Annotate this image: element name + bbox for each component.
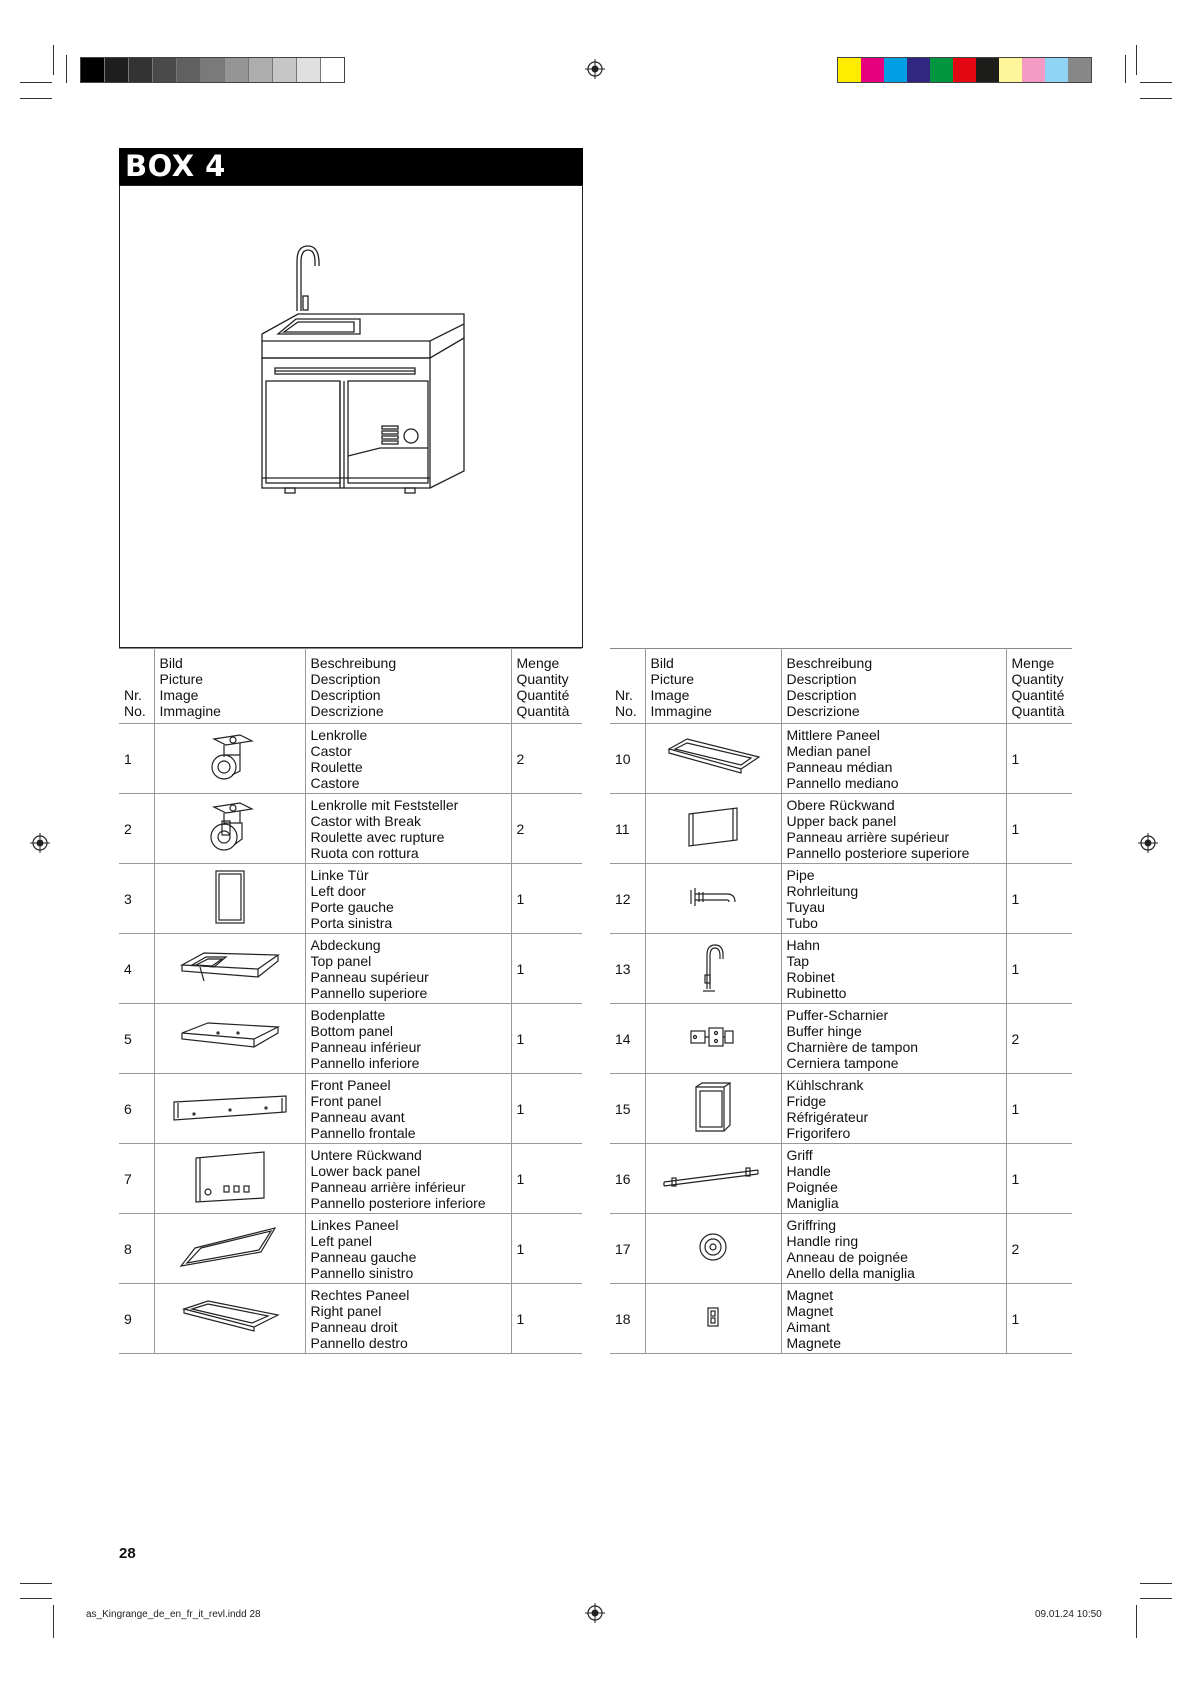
table-row bbox=[610, 1144, 1072, 1214]
magnet-icon bbox=[698, 1302, 728, 1332]
part-quantity: 2 bbox=[1011, 1030, 1020, 1047]
table-row bbox=[610, 1214, 1072, 1284]
part-description bbox=[781, 1144, 1006, 1214]
part-description bbox=[781, 1004, 1006, 1074]
color-swatch bbox=[129, 58, 153, 82]
part-picture bbox=[645, 724, 781, 794]
table-row bbox=[610, 724, 1072, 794]
description-line: Untere Rückwand bbox=[310, 1146, 422, 1163]
grayscale-bar bbox=[80, 57, 345, 83]
color-swatch bbox=[105, 58, 129, 82]
color-swatch bbox=[953, 58, 976, 82]
part-quantity: 1 bbox=[516, 890, 525, 907]
part-number: 9 bbox=[119, 1284, 154, 1354]
description-line: Pannello posteriore superiore bbox=[786, 844, 970, 861]
buffer-hinge-icon bbox=[683, 1022, 743, 1052]
part-picture bbox=[154, 724, 305, 794]
color-swatch bbox=[297, 58, 321, 82]
part-description bbox=[781, 794, 1006, 864]
description-line: Panneau droit bbox=[310, 1318, 398, 1335]
part-picture bbox=[154, 934, 305, 1004]
table-row bbox=[119, 794, 582, 864]
table-header-row bbox=[610, 649, 1072, 724]
part-description bbox=[781, 934, 1006, 1004]
description-line: Anello della maniglia bbox=[786, 1264, 915, 1281]
description-line: Panneau arrière supérieur bbox=[786, 828, 950, 845]
description-line: Bodenplatte bbox=[310, 1006, 386, 1023]
description-line: Pannello mediano bbox=[786, 774, 899, 791]
color-swatch bbox=[1022, 58, 1045, 82]
part-description bbox=[781, 724, 1006, 794]
table-row bbox=[119, 1214, 582, 1284]
part-quantity: 1 bbox=[516, 1170, 525, 1187]
header-description: Beschreibung Description Description Descrizione bbox=[305, 649, 511, 724]
header-quantity: Menge Quantity Quantité Quantità bbox=[1011, 655, 1065, 719]
page-number: 28 bbox=[119, 1545, 136, 1562]
description-line: Roulette avec rupture bbox=[310, 828, 445, 845]
registration-mark-icon bbox=[1138, 833, 1158, 853]
description-line: Magnete bbox=[786, 1334, 841, 1351]
description-line: Castore bbox=[310, 774, 360, 791]
left-panel-icon bbox=[175, 1224, 285, 1270]
part-picture bbox=[154, 1144, 305, 1214]
part-number: 13 bbox=[610, 934, 645, 1004]
part-number: 14 bbox=[610, 1004, 645, 1074]
part-description bbox=[305, 1144, 511, 1214]
bottom-panel-icon bbox=[178, 1019, 282, 1055]
description-line: Cerniera tampone bbox=[786, 1054, 899, 1071]
part-number: 1 bbox=[119, 724, 154, 794]
part-picture bbox=[154, 1214, 305, 1284]
description-line: Porte gauche bbox=[310, 898, 394, 915]
slug-filename: as_Kingrange_de_en_fr_it_revl.indd 28 bbox=[86, 1609, 261, 1620]
part-number: 3 bbox=[119, 864, 154, 934]
part-number: 5 bbox=[119, 1004, 154, 1074]
description-line: Buffer hinge bbox=[786, 1022, 862, 1039]
description-line: Handle ring bbox=[786, 1232, 859, 1249]
table-header-row bbox=[119, 649, 582, 724]
part-quantity: 1 bbox=[1011, 750, 1020, 767]
description-line: Magnet bbox=[786, 1302, 834, 1319]
part-quantity: 1 bbox=[516, 960, 525, 977]
part-picture bbox=[645, 1144, 781, 1214]
color-swatch bbox=[249, 58, 273, 82]
description-line: Abdeckung bbox=[310, 936, 381, 953]
part-number: 2 bbox=[119, 794, 154, 864]
color-swatch bbox=[907, 58, 930, 82]
part-description bbox=[305, 1214, 511, 1284]
fridge-icon bbox=[688, 1079, 738, 1135]
table-row bbox=[610, 1004, 1072, 1074]
part-number: 6 bbox=[119, 1074, 154, 1144]
handle-ring-icon bbox=[693, 1227, 733, 1267]
part-quantity: 1 bbox=[1011, 1310, 1020, 1327]
description-line: Linkes Paneel bbox=[310, 1216, 399, 1233]
table-row bbox=[610, 864, 1072, 934]
header-quantity: Menge Quantity Quantité Quantità bbox=[516, 655, 570, 719]
upper-back-panel-icon bbox=[683, 804, 743, 850]
description-line: Fridge bbox=[786, 1092, 827, 1109]
description-line: Obere Rückwand bbox=[786, 796, 895, 813]
table-row bbox=[119, 1284, 582, 1354]
part-number: 8 bbox=[119, 1214, 154, 1284]
part-quantity: 1 bbox=[1011, 890, 1020, 907]
part-quantity: 1 bbox=[516, 1310, 525, 1327]
description-line: Porta sinistra bbox=[310, 914, 393, 931]
part-picture bbox=[645, 1284, 781, 1354]
header-description: Beschreibung Description Description Descrizione bbox=[781, 649, 1006, 724]
box-title: BOX 4 bbox=[119, 148, 583, 185]
description-line: Tap bbox=[786, 952, 810, 969]
slug-timestamp: 09.01.24 10:50 bbox=[1035, 1609, 1102, 1620]
part-number: 15 bbox=[610, 1074, 645, 1144]
part-description bbox=[781, 1074, 1006, 1144]
part-quantity: 2 bbox=[516, 820, 525, 837]
part-picture bbox=[645, 934, 781, 1004]
description-line: Robinet bbox=[786, 968, 835, 985]
part-description bbox=[305, 1284, 511, 1354]
description-line: Pannello inferiore bbox=[310, 1054, 420, 1071]
header-nr: Nr. No. bbox=[119, 649, 154, 724]
description-line: Maniglia bbox=[786, 1194, 839, 1211]
description-line: Panneau avant bbox=[310, 1108, 405, 1125]
description-line: Pipe bbox=[786, 866, 815, 883]
parts-table-right bbox=[610, 648, 1072, 1354]
part-quantity: 1 bbox=[516, 1030, 525, 1047]
description-line: Magnet bbox=[786, 1286, 834, 1303]
description-line: Frigorifero bbox=[786, 1124, 851, 1141]
description-line: Hahn bbox=[786, 936, 820, 953]
header-picture: Bild Picture Image Immagine bbox=[645, 649, 781, 724]
part-quantity: 2 bbox=[516, 750, 525, 767]
part-number: 11 bbox=[610, 794, 645, 864]
sink-cabinet-icon bbox=[120, 186, 582, 647]
description-line: Handle bbox=[786, 1162, 831, 1179]
color-swatch bbox=[273, 58, 297, 82]
left-door-icon bbox=[210, 868, 250, 926]
part-quantity: 1 bbox=[1011, 820, 1020, 837]
description-line: Tubo bbox=[786, 914, 818, 931]
front-panel-icon bbox=[170, 1090, 290, 1124]
part-number: 12 bbox=[610, 864, 645, 934]
header-nr: Nr. No. bbox=[610, 649, 645, 724]
color-swatch bbox=[177, 58, 201, 82]
description-line: Rechtes Paneel bbox=[310, 1286, 410, 1303]
table-row bbox=[119, 864, 582, 934]
description-line: Panneau médian bbox=[786, 758, 893, 775]
description-line: Roulette bbox=[310, 758, 363, 775]
table-row bbox=[119, 1004, 582, 1074]
description-line: Ruota con rottura bbox=[310, 844, 419, 861]
part-picture bbox=[154, 1284, 305, 1354]
description-line: Panneau supérieur bbox=[310, 968, 429, 985]
handle-icon bbox=[658, 1164, 768, 1190]
table-row bbox=[610, 1284, 1072, 1354]
description-line: Réfrigérateur bbox=[786, 1108, 869, 1125]
part-quantity: 1 bbox=[516, 1240, 525, 1257]
description-line: Front panel bbox=[310, 1092, 382, 1109]
table-row bbox=[119, 1144, 582, 1214]
description-line: Puffer-Scharnier bbox=[786, 1006, 889, 1023]
description-line: Castor bbox=[310, 742, 352, 759]
description-line: Poignée bbox=[786, 1178, 838, 1195]
description-line: Front Paneel bbox=[310, 1076, 391, 1093]
table-row bbox=[610, 934, 1072, 1004]
table-row bbox=[119, 934, 582, 1004]
description-line: Lower back panel bbox=[310, 1162, 421, 1179]
part-picture bbox=[645, 1214, 781, 1284]
part-picture bbox=[645, 794, 781, 864]
registration-mark-icon bbox=[30, 833, 50, 853]
part-description bbox=[305, 864, 511, 934]
description-line: Rubinetto bbox=[786, 984, 847, 1001]
part-description bbox=[781, 1284, 1006, 1354]
pipe-icon bbox=[683, 884, 743, 910]
part-picture bbox=[645, 1004, 781, 1074]
description-line: Panneau inférieur bbox=[310, 1038, 422, 1055]
header-picture: Bild Picture Image Immagine bbox=[154, 649, 305, 724]
registration-mark-icon bbox=[585, 1603, 605, 1623]
description-line: Rohrleitung bbox=[786, 882, 859, 899]
part-number: 10 bbox=[610, 724, 645, 794]
color-swatch bbox=[201, 58, 225, 82]
parts-table-left bbox=[119, 648, 582, 1354]
description-line: Pannello frontale bbox=[310, 1124, 416, 1141]
right-panel-icon bbox=[178, 1297, 282, 1337]
part-picture bbox=[645, 864, 781, 934]
description-line: Lenkrolle mit Feststeller bbox=[310, 796, 459, 813]
part-quantity: 1 bbox=[1011, 960, 1020, 977]
description-line: Griffring bbox=[786, 1216, 837, 1233]
description-line: Pannello posteriore inferiore bbox=[310, 1194, 486, 1211]
description-line: Pannello sinistro bbox=[310, 1264, 414, 1281]
color-swatch bbox=[884, 58, 907, 82]
description-line: Bottom panel bbox=[310, 1022, 393, 1039]
table-row bbox=[119, 1074, 582, 1144]
description-line: Median panel bbox=[786, 742, 871, 759]
part-description bbox=[781, 1214, 1006, 1284]
part-picture bbox=[154, 864, 305, 934]
description-line: Linke Tür bbox=[310, 866, 369, 883]
part-description bbox=[305, 794, 511, 864]
color-swatch bbox=[1045, 58, 1068, 82]
part-description bbox=[305, 934, 511, 1004]
description-line: Lenkrolle bbox=[310, 726, 368, 743]
lower-back-panel-icon bbox=[190, 1148, 270, 1206]
color-swatch bbox=[225, 58, 249, 82]
table-row bbox=[119, 724, 582, 794]
color-swatch bbox=[838, 58, 861, 82]
color-swatch bbox=[861, 58, 884, 82]
part-quantity: 2 bbox=[1011, 1240, 1020, 1257]
part-picture bbox=[154, 1004, 305, 1074]
part-number: 4 bbox=[119, 934, 154, 1004]
description-line: Griff bbox=[786, 1146, 813, 1163]
castor-brake-icon bbox=[200, 799, 260, 855]
part-description bbox=[305, 724, 511, 794]
description-line: Charnière de tampon bbox=[786, 1038, 919, 1055]
color-swatch bbox=[930, 58, 953, 82]
part-description bbox=[305, 1074, 511, 1144]
color-swatch bbox=[1068, 58, 1091, 82]
description-line: Left panel bbox=[310, 1232, 372, 1249]
part-description bbox=[305, 1004, 511, 1074]
part-number: 17 bbox=[610, 1214, 645, 1284]
part-quantity: 1 bbox=[516, 1100, 525, 1117]
part-number: 16 bbox=[610, 1144, 645, 1214]
description-line: Tuyau bbox=[786, 898, 825, 915]
part-quantity: 1 bbox=[1011, 1170, 1020, 1187]
color-bar bbox=[837, 57, 1092, 83]
table-row bbox=[610, 794, 1072, 864]
description-line: Panneau arrière inférieur bbox=[310, 1178, 466, 1195]
median-panel-icon bbox=[663, 735, 763, 779]
description-line: Mittlere Paneel bbox=[786, 726, 880, 743]
description-line: Panneau gauche bbox=[310, 1248, 417, 1265]
description-line: Kühlschrank bbox=[786, 1076, 864, 1093]
description-line: Anneau de poignée bbox=[786, 1248, 908, 1265]
description-line: Top panel bbox=[310, 952, 372, 969]
description-line: Upper back panel bbox=[786, 812, 897, 829]
part-number: 18 bbox=[610, 1284, 645, 1354]
tap-icon bbox=[693, 939, 733, 995]
description-line: Left door bbox=[310, 882, 366, 899]
color-swatch bbox=[153, 58, 177, 82]
description-line: Pannello destro bbox=[310, 1334, 408, 1351]
description-line: Aimant bbox=[786, 1318, 831, 1335]
part-quantity: 1 bbox=[1011, 1100, 1020, 1117]
description-line: Right panel bbox=[310, 1302, 382, 1319]
table-row bbox=[610, 1074, 1072, 1144]
description-line: Pannello superiore bbox=[310, 984, 428, 1001]
assembled-cabinet-illustration bbox=[119, 185, 583, 648]
color-swatch bbox=[81, 58, 105, 82]
part-picture bbox=[154, 1074, 305, 1144]
description-line: Castor with Break bbox=[310, 812, 421, 829]
part-picture bbox=[645, 1074, 781, 1144]
registration-mark-icon bbox=[585, 59, 605, 79]
part-picture bbox=[154, 794, 305, 864]
color-swatch bbox=[321, 58, 344, 82]
part-number: 7 bbox=[119, 1144, 154, 1214]
color-swatch bbox=[976, 58, 999, 82]
top-panel-icon bbox=[178, 947, 282, 987]
castor-icon bbox=[200, 731, 260, 783]
color-swatch bbox=[999, 58, 1022, 82]
part-description bbox=[781, 864, 1006, 934]
